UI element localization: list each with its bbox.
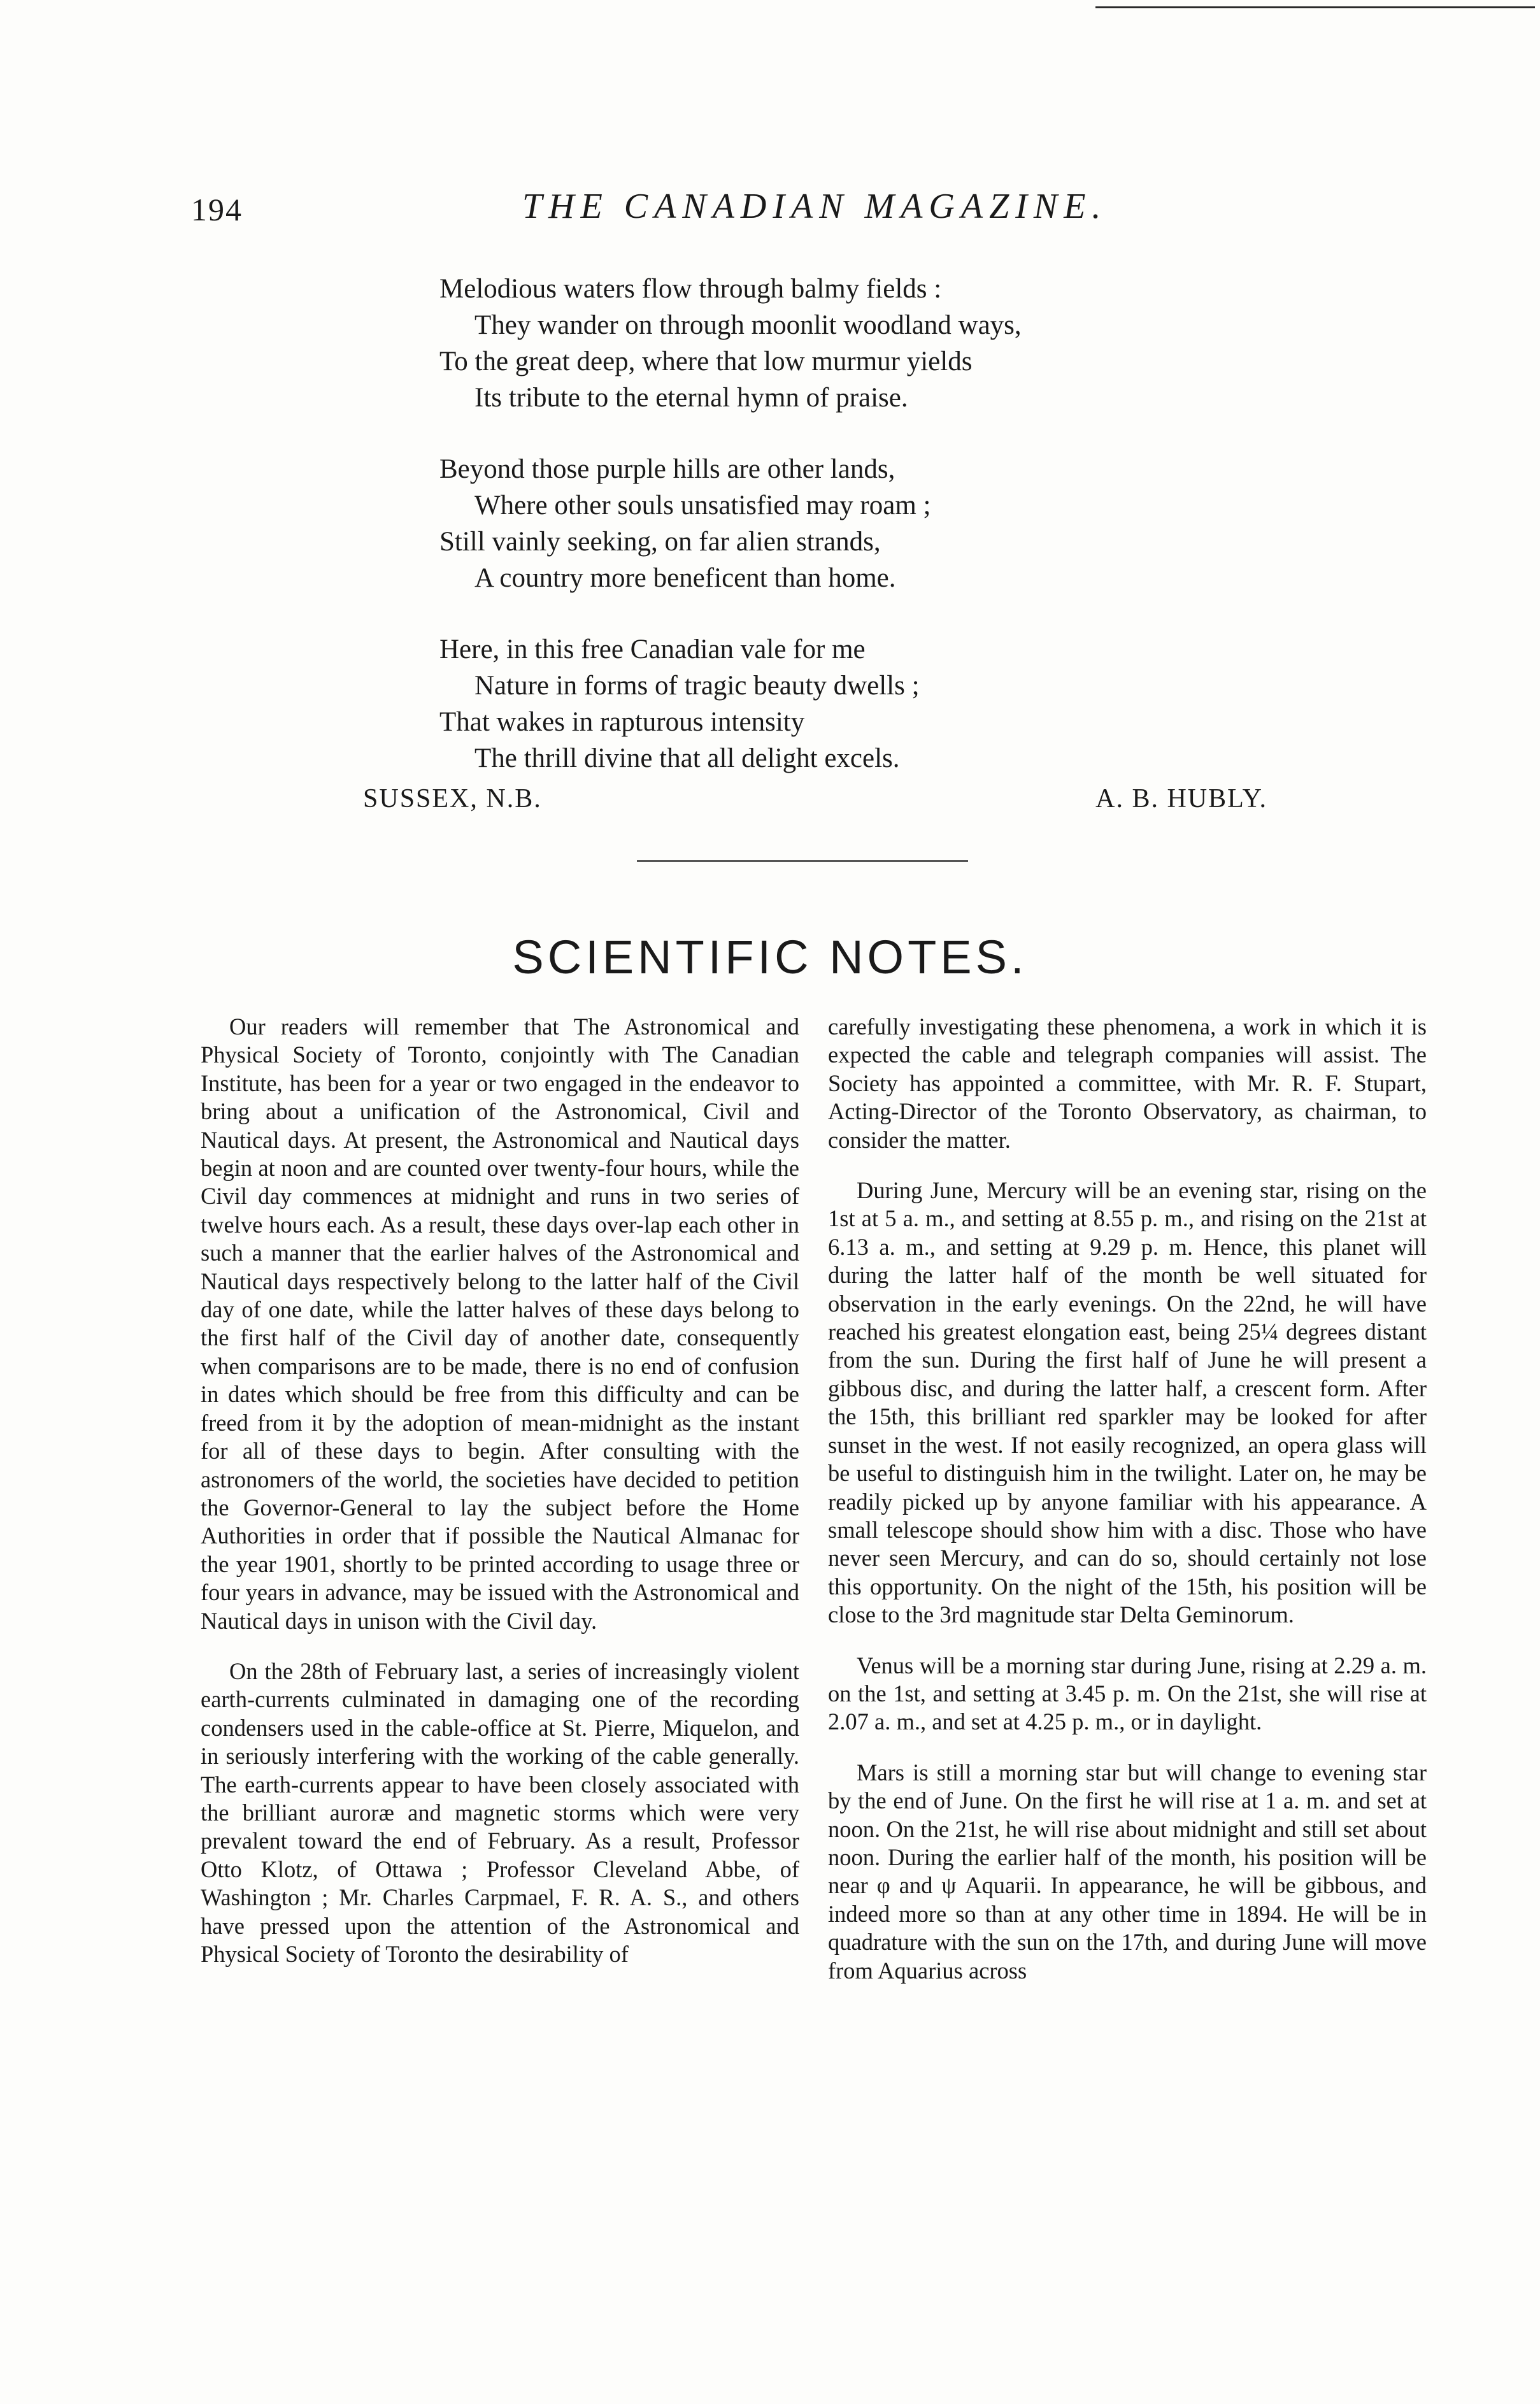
page-number: 194 bbox=[191, 192, 243, 227]
poem-stanza bbox=[439, 271, 1331, 416]
paragraph: Our readers will remember that The Astronomical and Physical Society of Toronto, conjointly with The Canadian Institute, has been for a year or two engaged in the endeavor to bring about a unification of the Astronomical, Civil and Nautical days. At present, the Astronomical and Nautical days begin at noon and are counted over twenty-four hours, while the Civil day commences at midnight and runs in two series of twelve hours each. As a result, these days over-lap each other in such a manner that the earlier halves of the Astronomical and Nautical days respectively belong to the latter half of the Civil day of one date, while the latter halves of these days belong to the first half of the Civil day of another date, consequently when comparisons are to be made, there is no end of confusion in dates which should be free from this difficulty and can be freed from it by the adoption of mean-midnight as the instant for all of these days to begin. After consulting with the astronomers of the world, the societies have decided to petition the Governor-General to lay the subject before the Home Authorities in order that if possible the Nautical Almanac for the year 1901, shortly to be printed according to usage three or four years in advance, may be issued with the Astronomical and Nautical days in unison with the Civil day. bbox=[201, 1013, 799, 1634]
poem-place: SUSSEX, N.B. bbox=[363, 784, 542, 813]
paragraph: During June, Mercury will be an evening star, rising on the 1st at 5 a. m., and setting at 8.55 p. m., and rising on the 21st at 6.13 a. m., and setting at 9.29 p. m. Hence, this planet will during the latter half of the month be well situated for observation in the early evenings. On the 22nd, he will have reached his greatest elongation east, being 25¼ degrees distant from the sun. During the first half of June he will present a gibbous disc, and during the latter half, a crescent form. After the 15th, this brilliant red sparkler may be looked for after sunset in the west. If not easily recognized, an opera glass will be useful to distinguish him in the twilight. Later on, he may be readily picked up by anyone familiar with his appearance. A small telescope should show him with a disc. Those who have never seen Mercury, and can do so, should certainly not lose this opportunity. On the night of the 15th, his position will be close to the 3rd magnitude star Delta Geminorum. bbox=[828, 1177, 1427, 1628]
poem-line: Here, in this free Canadian vale for me bbox=[439, 634, 866, 664]
poem-line: Beyond those purple hills are other lands, bbox=[439, 454, 895, 484]
poem-line: They wander on through moonlit woodland ways, bbox=[474, 310, 1022, 340]
poem bbox=[439, 271, 1331, 812]
poem-line: Its tribute to the eternal hymn of praise. bbox=[474, 383, 908, 413]
paragraph: Mars is still a morning star but will change to evening star by the end of June. On the first he will rise at 1 a. m. and set at noon. On the 21st, he will rise about midnight and still set about noon. During the earlier half of the month, his position will be near φ and ψ Aquarii. In appearance, he will be gibbous, and indeed more so than at any other time in 1894. He will be in quadrature with the sun on the 17th, and during June will move from Aquarius across bbox=[828, 1759, 1427, 1984]
poem-line: Still vainly seeking, on far alien strands, bbox=[439, 527, 881, 557]
poem-line: That wakes in rapturous intensity bbox=[439, 707, 805, 737]
paragraph: On the 28th of February last, a series of increasingly violent earth-currents culminated in damaging one of the recording condensers used in the cable-office at St. Pierre, Miquelon, and in seriously interfering with the working of the cable generally. The earth-currents appear to have been closely associated with the brilliant auroræ and magnetic storms which were very prevalent toward the end of February. As a result, Professor Otto Klotz, of Ottawa ; Professor Cleveland Abbe, of Washington ; Mr. Charles Carpmael, F. R. A. S., and others have pressed upon the attention of the Astronomical and Physical Society of Toronto the desirability of bbox=[201, 1657, 799, 1967]
running-title: THE CANADIAN MAGAZINE. bbox=[522, 187, 1108, 226]
poem-line: Melodious waters flow through balmy fields : bbox=[439, 274, 942, 304]
top-border-rule bbox=[1095, 6, 1535, 8]
poem-line: Where other souls unsatisfied may roam ; bbox=[474, 490, 931, 520]
section-divider bbox=[637, 860, 968, 862]
paragraph: Venus will be a morning star during June, rising at 2.29 a. m. on the 1st, and setting at 3.45 p. m. On the 21st, she will rise at 2.07 a. m., and set at 4.25 p. m., or in daylight. bbox=[828, 1652, 1427, 1735]
poem-line: Nature in forms of tragic beauty dwells ; bbox=[474, 671, 920, 701]
poem-stanza bbox=[439, 451, 1331, 596]
poem-line: The thrill divine that all delight excels. bbox=[474, 743, 900, 773]
poem-stanza bbox=[439, 631, 1331, 776]
poem-line: A country more beneficent than home. bbox=[474, 563, 896, 593]
right-column bbox=[828, 1013, 1427, 2007]
left-column bbox=[201, 1013, 799, 1991]
paragraph: carefully investigating these phenomena, a work in which it is expected the cable and telegraph companies will assist. The Society has appointed a committee, with Mr. R. F. Stupart, Acting-Director of the Toronto Observatory, as chairman, to consider the matter. bbox=[828, 1013, 1427, 1153]
section-heading: SCIENTIFIC NOTES. bbox=[512, 931, 1028, 984]
poem-author: A. B. HUBLY. bbox=[1095, 784, 1267, 813]
poem-line: To the great deep, where that low murmur yields bbox=[439, 347, 973, 376]
